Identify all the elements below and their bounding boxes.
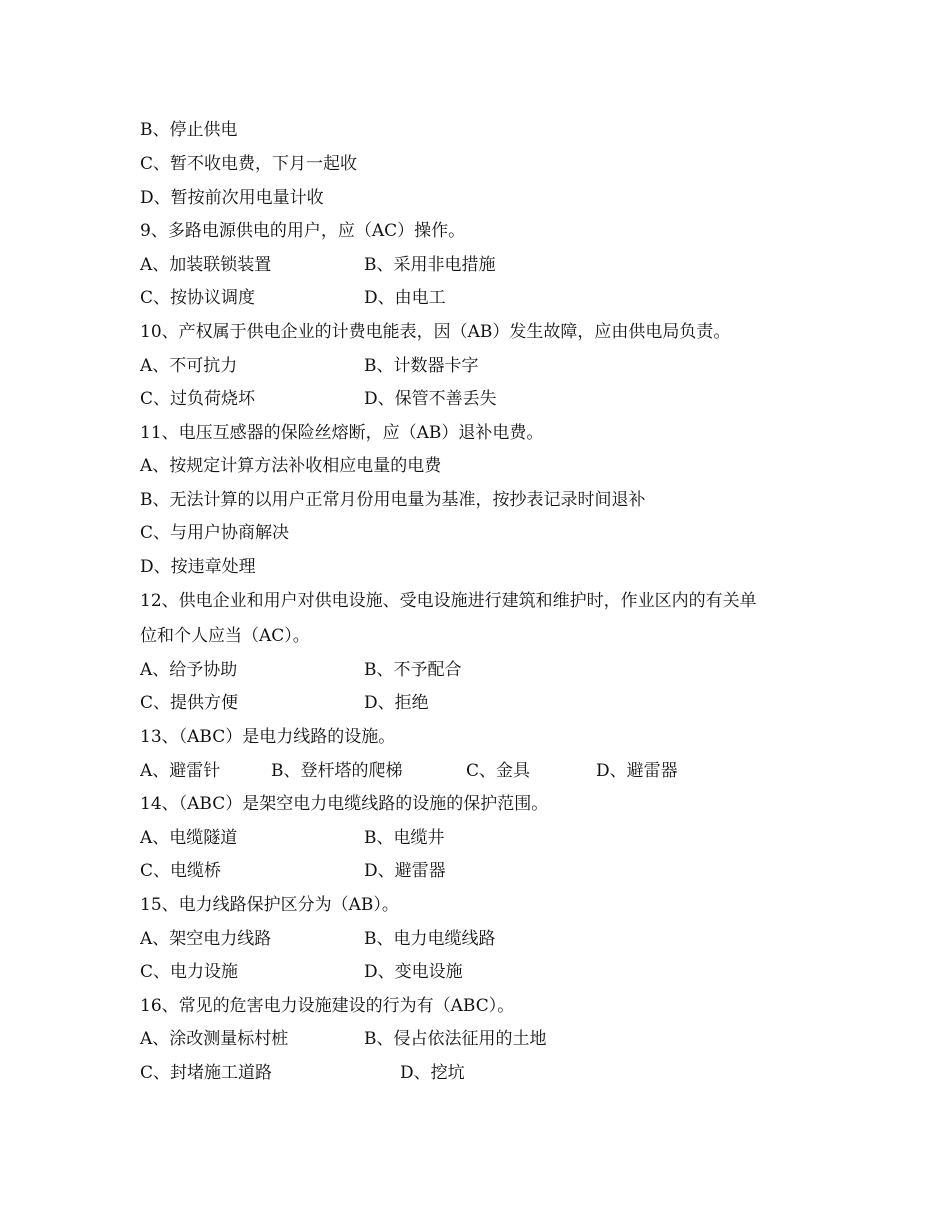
question-9: 9、多路电源供电的用户，应（AC）操作。 — [140, 221, 466, 241]
option-a: A、给予协助 — [140, 660, 238, 680]
option-c: C、电缆桥 — [140, 861, 222, 881]
option-a: A、电缆隧道 — [140, 828, 238, 848]
option-line: D、暂按前次用电量计收 — [140, 188, 324, 208]
option-c: C、提供方便 — [140, 693, 239, 713]
option-d: D、避雷器 — [364, 861, 446, 881]
option-d: D、按违章处理 — [140, 557, 256, 577]
option-c: C、金具 — [466, 761, 531, 781]
option-b: B、无法计算的以用户正常月份用电量为基准，按抄表记录时间退补 — [140, 490, 646, 510]
option-d: D、避雷器 — [596, 761, 678, 781]
question-12-continued: 位和个人应当（AC）。 — [140, 626, 310, 646]
option-line: B、停止供电 — [140, 120, 238, 140]
option-b: B、电缆井 — [364, 828, 445, 848]
option-a: A、避雷针 — [140, 761, 221, 781]
option-d: D、保管不善丢失 — [364, 389, 497, 409]
option-b: B、计数器卡字 — [364, 356, 479, 376]
option-c: C、与用户协商解决 — [140, 523, 290, 543]
option-d: D、由电工 — [364, 288, 446, 308]
option-c: C、封堵施工道路 — [140, 1063, 273, 1083]
option-b: B、不予配合 — [364, 660, 462, 680]
question-11: 11、电压互感器的保险丝熔断，应（AB）退补电费。 — [140, 423, 544, 443]
option-a: A、涂改测量标村桩 — [140, 1029, 289, 1049]
option-a: A、按规定计算方法补收相应电量的电费 — [140, 456, 442, 476]
question-10: 10、产权属于供电企业的计费电能表，因（AB）发生故障，应由供电局负责。 — [140, 322, 731, 342]
question-13: 13、（ABC）是电力线路的设施。 — [140, 727, 396, 747]
question-16: 16、常见的危害电力设施建设的行为有（ABC）。 — [140, 996, 515, 1016]
option-b: B、电力电缆线路 — [364, 929, 496, 949]
option-d: D、挖坑 — [400, 1063, 465, 1083]
option-d: D、变电设施 — [364, 962, 463, 982]
option-line: C、暂不收电费，下月一起收 — [140, 154, 358, 174]
option-b: B、侵占依法征用的土地 — [364, 1029, 547, 1049]
option-a: A、加装联锁装置 — [140, 255, 272, 275]
question-12: 12、供电企业和用户对供电设施、受电设施进行建筑和维护时，作业区内的有关单 — [140, 591, 757, 611]
option-b: B、登杆塔的爬梯 — [271, 761, 403, 781]
option-c: C、过负荷烧坏 — [140, 389, 256, 409]
option-c: C、电力设施 — [140, 962, 239, 982]
option-a: A、不可抗力 — [140, 356, 238, 376]
question-14: 14、（ABC）是架空电力电缆线路的设施的保护范围。 — [140, 794, 549, 814]
option-d: D、拒绝 — [364, 693, 429, 713]
option-a: A、架空电力线路 — [140, 929, 272, 949]
option-c: C、按协议调度 — [140, 288, 256, 308]
option-b: B、采用非电措施 — [364, 255, 496, 275]
question-15: 15、电力线路保护区分为（AB）。 — [140, 895, 399, 915]
